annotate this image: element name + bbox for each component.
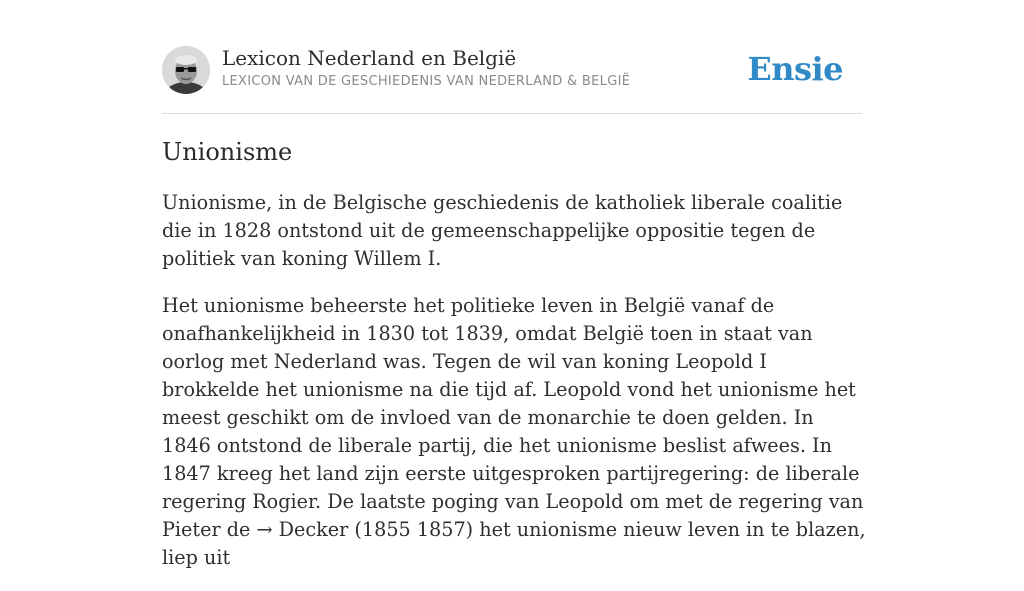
author-avatar[interactable] bbox=[162, 46, 210, 94]
page-container bbox=[162, 0, 866, 569]
ensie-logo[interactable]: Ensie bbox=[747, 50, 843, 88]
blog-header bbox=[162, 0, 862, 114]
article-title: Unionisme bbox=[162, 138, 293, 166]
article-body bbox=[162, 189, 868, 591]
article-paragraph-1: Unionisme, in de Belgische geschiedenis de katholiek liberale coalitie die in 1828 ontstond uit de gemeenschappelijke oppositie tegen de politiek van koning Willem I. bbox=[162, 191, 843, 270]
blog-subtitle: LEXICON VAN DE GESCHIEDENIS VAN NEDERLAND & BELGIË bbox=[222, 74, 631, 89]
decker-link[interactable]: → Decker bbox=[256, 518, 349, 541]
article-paragraph-2 bbox=[162, 292, 868, 572]
blog-name[interactable]: Lexicon Nederland en België bbox=[222, 46, 517, 70]
paragraph-text: (1855 1857) het unionisme nieuw leven in te blazen, liep uit bbox=[162, 518, 866, 569]
paragraph-text: Het unionisme beheerste het politieke leven in België vanaf de onafhankelijkheid in 1830 tot 1839, omdat België toen in staat van oorlog met Nederland was. Tegen de wil van koning Leopold I brokkelde het unionisme na die tijd af. Leopold vond het unionisme het meest geschikt om de invloed van de monarchie te doen gelden. In 1846 ontstond de liberale partij, die het unionisme beslist afwees. In 1847 kreeg het land zijn eerste uitgesproken partijregering: de liberale regering Rogier. De laatste poging van Leopold om met de regering van Pieter de bbox=[162, 294, 864, 541]
avatar-portrait-icon bbox=[162, 46, 210, 94]
